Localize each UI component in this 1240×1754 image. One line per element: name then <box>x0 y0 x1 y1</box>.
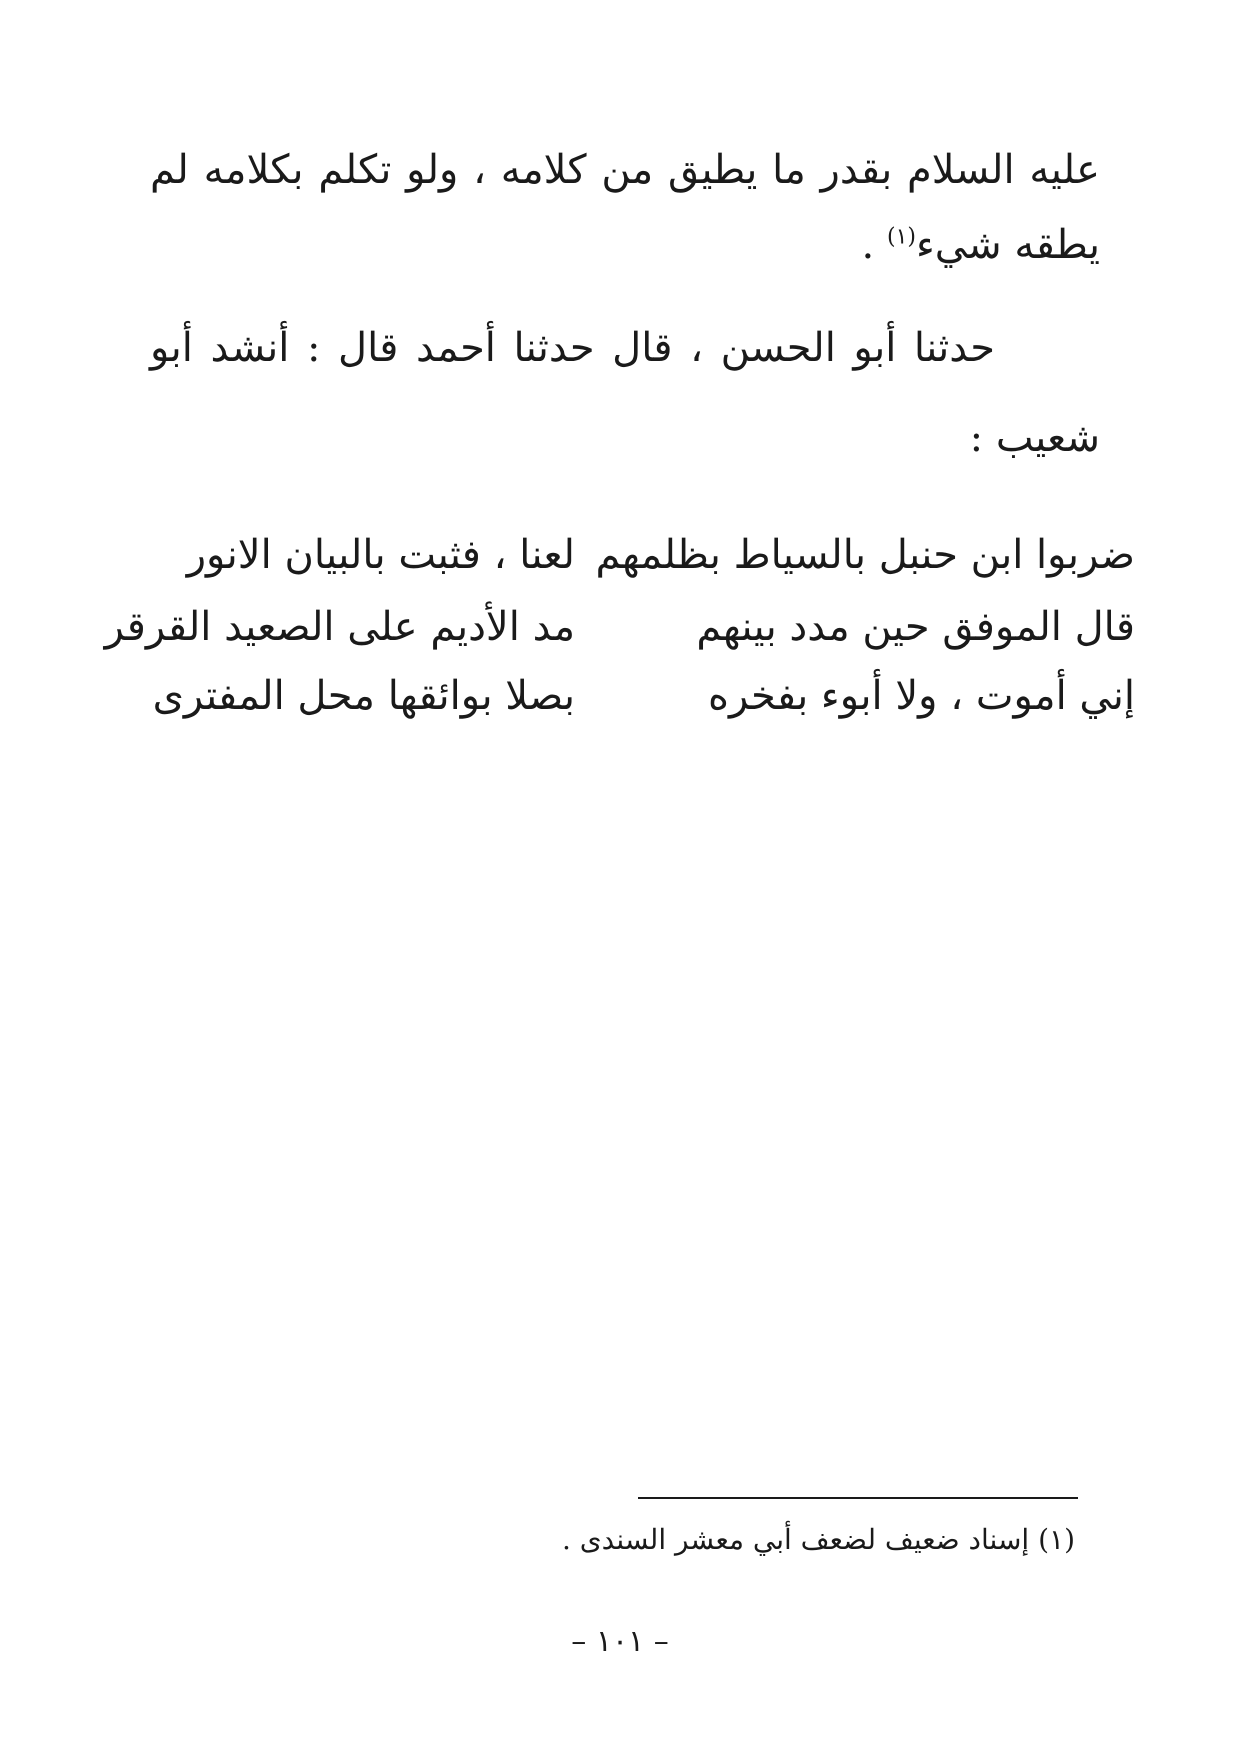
verse-first-hemistich: ضربوا ابن حنبل بالسياط بظلمهم <box>595 532 1135 578</box>
footnote-separator <box>638 1497 1078 1499</box>
page-number: – ١٠١ – <box>571 1624 669 1659</box>
verse-second-hemistich: لعنا ، فثبت بالبيان الانور <box>186 532 575 578</box>
verse-row <box>104 597 1135 657</box>
paragraph-1-line-1: عليه السلام بقدر ما يطيق من كلامه ، ولو تكلم بكلامه لم <box>150 147 1100 193</box>
footnote-reference[interactable]: (١) <box>886 224 916 250</box>
verse-second-hemistich: بصلا بوائقها محل المفترى <box>152 673 575 719</box>
footnote: (١) إسناد ضعيف لضعف أبي معشر السندى . <box>561 1523 1075 1556</box>
paragraph-2-line-2: شعيب : <box>969 415 1100 461</box>
verse-row <box>135 666 1135 726</box>
paragraph-1-end: . <box>861 222 887 268</box>
verse-first-hemistich: إني أموت ، ولا أبوء بفخره <box>708 673 1135 719</box>
paragraph-1-line-2 <box>862 215 1100 275</box>
verse-second-hemistich: مد الأديم على الصعيد القرقر <box>104 604 575 650</box>
verse-row <box>135 525 1135 585</box>
paragraph-1-text: يطقه شيء <box>915 222 1100 268</box>
paragraph-2-line-1: حدثنا أبو الحسن ، قال حدثنا أحمد قال : أنشد أبو <box>150 325 995 371</box>
verse-first-hemistich: قال الموفق حين مدد بينهم <box>696 604 1135 650</box>
